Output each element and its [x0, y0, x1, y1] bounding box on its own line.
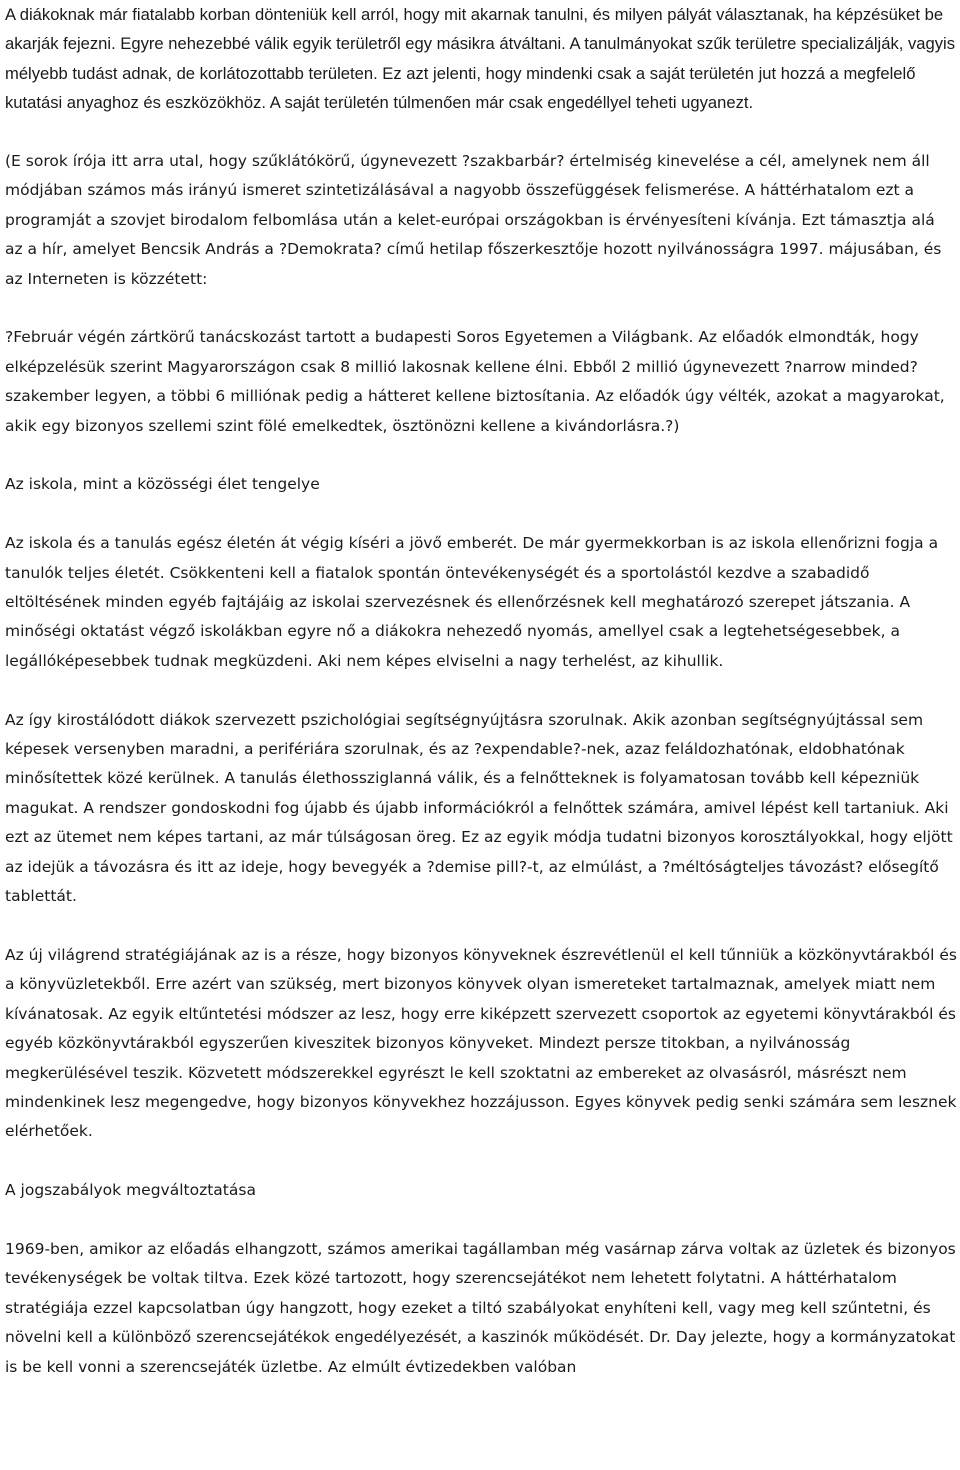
- paragraph-gap: [5, 1147, 957, 1176]
- paragraph-school-life: Az iskola és a tanulás egész életén át végig kíséri a jövő emberét. De már gyermekkorban is az iskola ellenőrizni fogja a tanulók teljes életét. Csökkenteni kell a fiatalok spontán öntevékenységét és a sportolástól kezdve a szabadidő eltöltésének minden egyéb fajtájáig az iskolai szervezésnek és ellenőrzésnek kell meghatározó szerepet játszania. A minőségi oktatást végző iskolákban egyre nő a diákokra nehezedő nyomás, amellyel csak a legtehetségesebbek, a legállóképesebbek tudnak megküzdeni. Aki nem képes elviselni a nagy terhelést, az kihullik.: [5, 534, 939, 670]
- section-heading-laws: A jogszabályok megváltoztatása: [5, 1181, 256, 1200]
- paragraph-gap: [5, 1206, 957, 1235]
- paragraph-world-bank-quote: ?Február végén zártkörű tanácskozást tartott a budapesti Soros Egyetemen a Világbank. Az előadók elmondták, hogy elképzelésük szerint Magyarországon csak 8 millió lakosnak kellene élni. Ebből 2 millió úgynevezett ?narrow minded? szakember legyen, a többi 6 milliónak pedig a hátteret kellene biztosítania. Az előadók úgy vélték, azokat a magyarokat, akik egy bizonyos szellemi szint fölé emelkedtek, ösztönözni kellene a kivándorlásra.?): [5, 328, 945, 435]
- paragraph-gap: [5, 912, 957, 941]
- paragraph-gap: [5, 294, 957, 323]
- paragraph-gap: [5, 441, 957, 470]
- paragraph-author-note: (E sorok írója itt arra utal, hogy szűklátókörű, úgynevezett ?szakbarbár? értelmiség kinevelése a cél, amelynek nem áll módjában számos más irányú ismeret szintetizálásával a nagyobb összefüggések felismerése. A háttérhatalom ezt a programját a szovjet birodalom felbomlása után a kelet-európai országokban is érvényesíteni kívánja. Ezt támasztja alá az a hír, amelyet Bencsik András a ?Demokrata? című hetilap főszerkesztője hozott nyilvánosságra 1997. májusában, és az Interneten is közzétett:: [5, 152, 942, 288]
- paragraph-gap: [5, 118, 957, 147]
- paragraph-books-disappear: Az új világrend stratégiájának az is a része, hogy bizonyos könyveknek észrevétlenül el kell tűnniük a közkönyvtárakból és a könyvüzletekből. Erre azért van szükség, mert bizonyos könyvek olyan ismereteket tartalmaznak, amelyek miatt nem kívánatosak. Az egyik eltűntetési módszer az lesz, hogy erre kiképzett szervezett csoportok az egyetemi könyvtárakból és egyéb közkönyvtárakból egyszerűen kiveszitek bizonyos könyveket. Mindezt persze titokban, a nyilvánosság megkerülésével teszik. Közvetett módszerekkel egyrészt le kell szoktatni az embereket az olvasásról, másrészt nem mindenkinek lesz megengedve, hogy bizonyos könyvekhez hozzájusson. Egyes könyvek pedig senki számára sem lesznek elérhetőek.: [5, 945, 957, 1141]
- paragraph-gambling-laws: 1969-ben, amikor az előadás elhangzott, számos amerikai tagállamban még vasárnap zárva voltak az üzletek és bizonyos tevékenységek be voltak tiltva. Ezek közé tartozott, hogy szerencsejátékot nem lehetett folytatni. A háttérhatalom stratégiája ezzel kapcsolatban úgy hangzott, hogy ezeket a tiltó szabályokat enyhíteni kell, vagy meg kell szűntetni, és növelni kell a különböző szerencsejátékok engedélyezését, a kaszinók működését. Dr. Day jelezte, hogy a kormányzatokat is be kell vonni a szerencsejáték üzletbe. Az elmúlt évtizedekben valóban: [5, 1239, 956, 1376]
- section-heading-school: Az iskola, mint a közösségi élet tengelye: [5, 475, 320, 494]
- paragraph-lifelong-learning: Az így kirostálódott diákok szervezett pszichológiai segítségnyújtásra szorulnak. Akik azonban segítségnyújtással sem képesek versenyben maradni, a perifériára szorulnak, és az ?expendable?-nek, azaz feláldozhatónak, eldobhatónak minősítettek közé kerülnek. A tanulás élethossziglanná válik, és a felnőtteknek is folyamatosan tovább kell képezniük magukat. A rendszer gondoskodni fog újabb és újabb információkról a felnőttek számára, amivel lépést kell tartaniuk. Aki ezt az ütemet nem képes tartani, az már túlságosan öreg. Ez az egyik módja tudatni bizonyos korosztályokkal, hogy eljött az idejük a távozásra és itt az ideje, hogy bevegyék a ?demise pill?-t, az elmúlást, a ?méltóságteljes távozást? elősegítő tablettát.: [5, 710, 953, 906]
- paragraph-specialization: A diákoknak már fiatalabb korban dönteniük kell arról, hogy mit akarnak tanulni, és milyen pályát választanak, ha képzésüket be akarják fejezni. Egyre nehezebbé válik egyik területről egy másikra átváltani. A tanulmányokat szűk területre specializálják, vagyis mélyebb tudást adnak, de korlátozottabb területen. Ez azt jelenti, hogy mindenki csak a saját területén jut hozzá a megfelelő kutatási anyaghoz és eszközökhöz. A saját területén túlmenően már csak engedéllyel teheti ugyanezt.: [5, 5, 956, 113]
- paragraph-gap: [5, 500, 957, 529]
- document-page: [5, 0, 957, 1382]
- paragraph-gap: [5, 676, 957, 705]
